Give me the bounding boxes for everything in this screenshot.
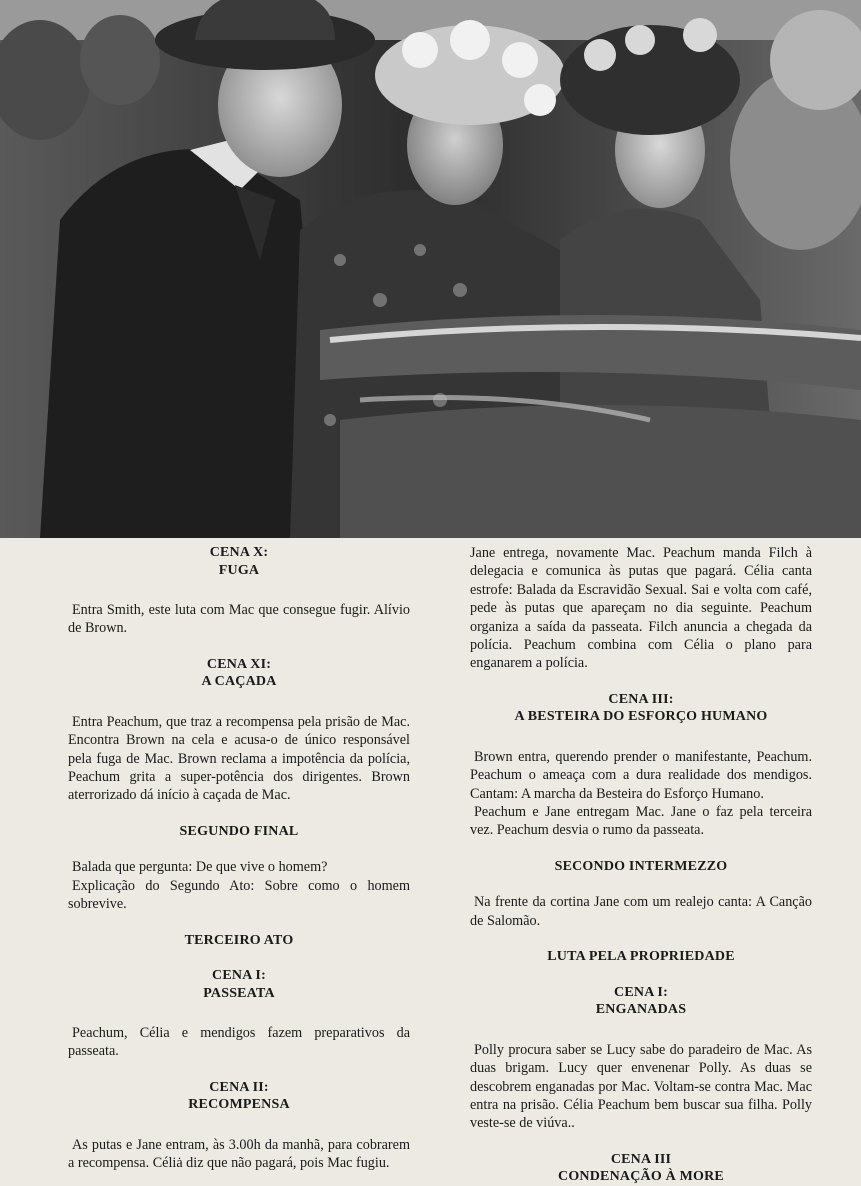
scene-heading	[68, 1079, 410, 1114]
section-heading: SECONDO INTERMEZZO	[554, 858, 728, 874]
scene-title: A CAÇADA	[201, 674, 277, 690]
scene-number: CENA II:	[209, 1079, 269, 1095]
section-heading: LUTA PELA PROPRIEDADE	[547, 949, 735, 965]
left-column	[68, 544, 410, 1173]
scene-heading	[470, 1151, 812, 1186]
scene-text: Peachum, Célia e mendigos fazem preparativos da passeata.	[68, 1025, 410, 1060]
scene-number: CENA I:	[212, 968, 266, 984]
scene-number: CENA III	[610, 1151, 672, 1167]
scene-number: CENA I:	[614, 984, 668, 1000]
section-heading: SEGUNDO FINAL	[179, 823, 299, 839]
scene-text: Brown entra, querendo prender o manifestante, Peachum. Peachum o ameaça com a dura realidade dos mendigos. Cantam: A marcha da Besteira do Esforço Humano.	[470, 748, 812, 802]
scene-text: Entra Smith, este luta com Mac que consegue fugir. Alívio de Brown.	[68, 602, 410, 637]
scene-text: Balada que pergunta: De que vive o homem?	[72, 859, 328, 876]
scene-text: As putas e Jane entram, às 3.00h da manhã, para cobrarem a recompensa. Céliȧ diz que não pagará, pois Mac fugiu.	[68, 1136, 410, 1172]
scene-number: CENA III:	[608, 691, 674, 707]
scene-heading	[470, 691, 812, 726]
scene-number: CENA XI:	[206, 656, 272, 672]
scene-number: CENA X:	[209, 545, 269, 560]
film-still-photo	[0, 0, 861, 538]
scene-title: FUGA	[218, 562, 260, 578]
scene-title: RECOMPENSA	[188, 1097, 290, 1113]
scene-heading	[68, 967, 410, 1002]
scene-title: PASSEATA	[203, 985, 275, 1001]
scene-heading	[68, 656, 410, 691]
scene-text: Polly procura saber se Lucy sabe do paradeiro de Mac. As duas brigam. Lucy quer envenenar Polly. As duas se descobrem enganadas por Mac. Voltam-se contra Mac. Mac entra na prisão. Célia Peachum bem buscar sua filha. Polly veste-se de viúva..	[470, 1041, 812, 1132]
act-heading: TERCEIRO ATO	[184, 932, 294, 948]
scene-title: ENGANADAS	[595, 1002, 687, 1018]
scene-heading	[68, 544, 410, 579]
photo-illustration	[0, 0, 861, 538]
scene-text: Entra Peachum, que traz a recompensa pela prisão de Mac. Encontra Brown na cela e acusa-o de único responsável pela fuga de Mac. Brown reclama a impotência da polícia, Peachum grita a super-potência dos dirigentes. Brown aterrorizado dá início à caçada de Mac.	[68, 713, 410, 804]
scene-text: Explicação do Segundo Ato: Sobre como o homem sobrevive.	[68, 877, 410, 913]
right-column	[470, 544, 812, 1186]
scene-text: Na frente da cortina Jane com um realejo canta: A Canção de Salomão.	[470, 894, 812, 929]
scene-text: Peachum e Jane entregam Mac. Jane o faz pela terceira vez. Peachum desvia o rumo da passeata.	[470, 804, 812, 839]
scene-title: CONDENAÇÃO À MORE	[558, 1169, 724, 1185]
scene-text: Jane entrega, novamente Mac. Peachum manda Filch à delegacia e comunica às putas que pagará. Célia canta estrofe: Balada da Escravidão Sexual. Sai e volta com café, pede às putas que apareçam no dia seguinte. Peachum organiza a saída da passeata. Filch anuncia a chegada da polícia. Peachum combina com Célia o plano para enganarem a polícia.	[470, 545, 812, 672]
scene-title: A BESTEIRA DO ESFORÇO HUMANO	[514, 709, 768, 725]
scene-heading	[470, 984, 812, 1019]
